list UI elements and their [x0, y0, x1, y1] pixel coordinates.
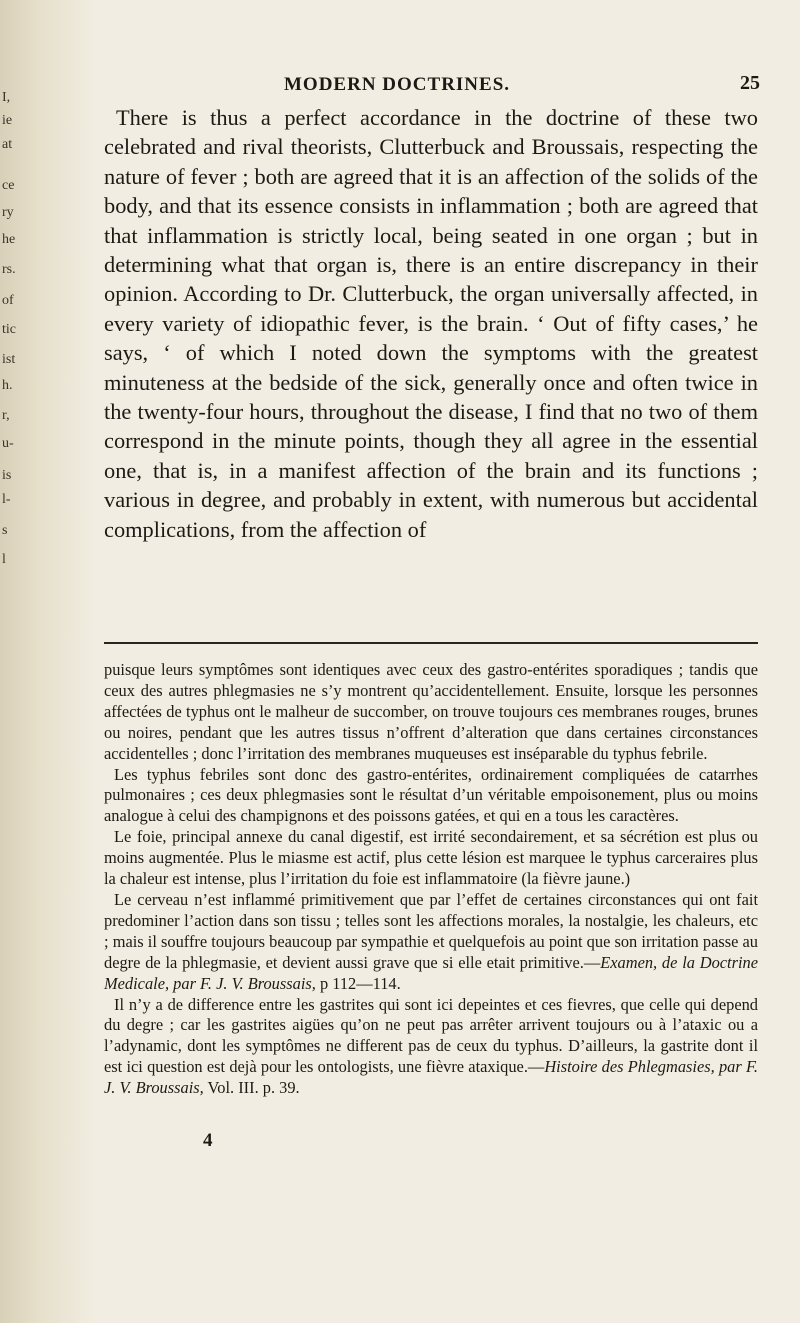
footnote-paragraph: Les typhus febriles sont donc des gastro-entérites, ordinairement compliquées de catarrhes pulmonaires ; ces deux phlegmasies sont le résultat d’un véritable empoisonement, plus ou moins analogue à celui des champignons et des poissons gatées, et qui en a tous les caractères. — [104, 764, 758, 826]
footnote-paragraph: Le foie, principal annexe du canal digestif, est irrité secondairement, et sa sécrétion est plus ou moins augmentée. Plus le miasme est actif, plus cette lésion est marquee le typhus carceraires plus la chaleur est intense, plus l’irritation du foie est inflammatoire (la fièvre jaune.) — [104, 827, 758, 889]
gutter-fragment: of — [2, 293, 14, 308]
gutter-fragment: he — [2, 232, 16, 247]
footnote-divider — [104, 642, 758, 644]
citation-ref: Vol. III. p. 39. — [203, 1078, 300, 1098]
gutter-fragment: I, — [2, 90, 11, 105]
running-title: MODERN DOCTRINES. — [284, 74, 511, 95]
gutter-fragment: l- — [2, 492, 11, 507]
gutter-fragment: ce — [2, 178, 15, 193]
gutter-fragment: is — [2, 468, 12, 483]
footnotes — [104, 660, 758, 1099]
gutter-fragment: l — [2, 552, 6, 567]
footnote-paragraph — [104, 995, 758, 1100]
running-header — [104, 72, 760, 100]
footnote-text: Le cerveau n’est inflammé primitivement que par l’effet de certaines circonstances qui ont fait predominer l’action dans son tissu ; telles sont les affections morales, la nostalgie, les chaleurs, etc ; mais il souffre toujours beaucoup par sympathie et quelquefois au point que son irritation passe au degre de la phlegmasie, et devient aussi grave que si elle etait primitive.— — [104, 889, 758, 972]
gutter-fragment: h. — [2, 378, 13, 393]
page-number: 25 — [740, 72, 760, 94]
signature-mark: 4 — [203, 1130, 213, 1151]
citation: Examen, de la Doctrine Medicale, par F. J. V. Broussais, — [104, 952, 758, 993]
citation: Histoire des Phlegmasies, par F. J. V. Broussais, — [104, 1057, 758, 1098]
gutter-fragment: ie — [2, 113, 13, 128]
citation-ref: p 112—114. — [315, 973, 401, 993]
footnote-paragraph: puisque leurs symptômes sont identiques avec ceux des gastro-entérites sporadiques ; tandis que ceux des autres phlegmasies ne s’y montrent qu’accidentellement. Ensuite, lorsque les personnes affectées de typhus ont le malheur de succomber, on trouve toujours ces membranes rouges, brunes ou noires, pendant que les autres tissus n’offrent d’alteration que dans certaines circonstances accidentelles ; donc l’irritation des membranes muqueuses est inséparable du typhus febrile. — [104, 660, 758, 763]
gutter-fragment: ry — [2, 205, 14, 220]
gutter-fragment: s — [2, 523, 8, 538]
main-paragraph — [104, 103, 758, 544]
gutter-fragment: r, — [2, 408, 10, 423]
gutter-fragment: tic — [2, 322, 16, 337]
gutter-fragment: ist — [2, 352, 16, 367]
gutter-fragment: u- — [2, 436, 14, 451]
left-page-gutter — [0, 0, 96, 1323]
footnote-paragraph — [104, 890, 758, 995]
gutter-fragment: rs. — [2, 262, 16, 277]
gutter-fragment: at — [2, 137, 13, 152]
footnote-text: Il n’y a de difference entre les gastrites qui sont ici depeintes et ces fievres, que celle qui depend du degre ; car les gastrites aigües qu’on ne peut pas arrêter arrivent toujours ou à l’ataxic ou a l’adynamic, dont les symptômes ne different pas de ceux du typhus. D’ailleurs, la gastrite dont il est ici question est dejà pour les ontologists, une fièvre ataxique.— — [104, 994, 758, 1077]
main-paragraph-text: There is thus a perfect accordance in the doctrine of these two celebrated and rival theorists, Clutterbuck and Broussais, respecting the nature of fever ; both are agreed that it is an affection of the solids of the body, and that its essence consists in inflammation ; both are agreed that that inflammation is strictly local, being seated in one organ ; but in determining what that organ is, there is an entire discrepancy in their opinion. According to Dr. Clutterbuck, the organ universally affected, in every variety of idiopathic fever, is the brain. ‘ Out of fifty cases,’ he says, ‘ of which I noted down the symptoms with the greatest minuteness at the bedside of the sick, generally once and often twice in the twenty-four hours, throughout the disease, I find that no two of them correspond in the minute points, though they all agree in the essential one, that is, in a manifest affection of the brain and its functions ; various in degree, and probably in extent, with numerous but accidental complications, from the affection of — [104, 105, 758, 542]
